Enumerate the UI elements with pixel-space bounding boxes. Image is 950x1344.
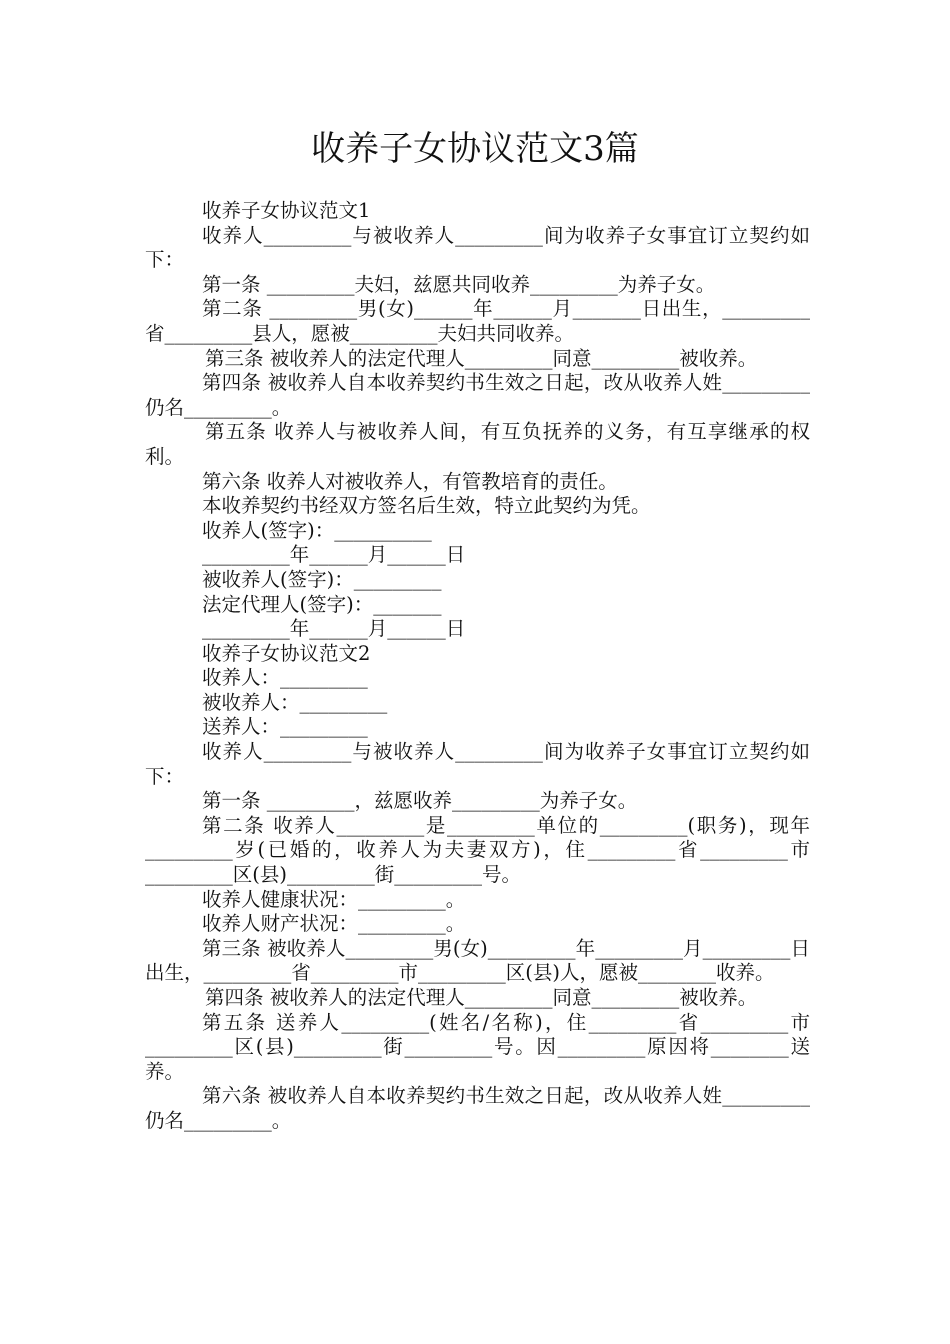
signature-line: 被收养人(签字)：_________ <box>202 567 442 591</box>
paragraph: 被收养人：_________ <box>202 690 388 714</box>
paragraph: 第二条 收养人_________是_________单位的_________(职务)，现年_________岁(已婚的，收养人为夫妻双方)，住_________省_________市_________区(县)_________街_________号。 <box>145 813 810 887</box>
section-heading: 收养子女协议范文2 <box>202 641 371 665</box>
paragraph: 第三条 被收养人的法定代理人_________同意_________被收养。 <box>205 346 758 370</box>
document-body <box>145 199 810 1134</box>
paragraph: 第四条 被收养人自本收养契约书生效之日起，改从收养人姓_________仍名_________。 <box>145 371 810 419</box>
paragraph: 送养人：_________ <box>202 715 368 739</box>
paragraph: 收养人_________与被收养人_________间为收养子女事宜订立契约如下： <box>145 740 810 788</box>
paragraph: 第五条 收养人与被收养人间，有互负抚养的义务，有互享继承的权利。 <box>145 420 810 468</box>
date-line: _________年______月______日 <box>202 543 466 567</box>
paragraph: 第五条 送养人_________(姓名/名称)，住_________省_________市_________区(县)_________街_________号。因_________原因将________送养。 <box>145 1010 810 1083</box>
signature-line: 法定代理人(签字)：_______ <box>202 592 442 616</box>
date-line: _________年______月______日 <box>202 617 466 641</box>
paragraph: 第六条 收养人对被收养人，有管教培育的责任。 <box>202 469 618 493</box>
signature-line: 收养人(签字)：__________ <box>202 518 432 542</box>
paragraph: 收养人：_________ <box>202 666 368 690</box>
paragraph: 本收养契约书经双方签名后生效，特立此契约为凭。 <box>202 494 651 518</box>
paragraph: 收养人财产状况：_________。 <box>202 912 466 936</box>
paragraph: 第三条 被收养人_________男(女)_________年_________月_________日出生，_________省_________市_________区(县)人，愿被________收养。 <box>145 936 810 985</box>
paragraph: 收养子女协议范文1 <box>202 199 371 222</box>
paragraph: 第四条 被收养人的法定代理人_________同意_________被收养。 <box>205 986 758 1009</box>
paragraph: 第二条 _________男(女)______年______月_______日出生，_________省_________县人，愿被_________夫妇共同收养。 <box>145 297 810 345</box>
paragraph: 第六条 被收养人自本收养契约书生效之日起，改从收养人姓_________仍名_________。 <box>145 1084 810 1132</box>
paragraph: 收养人_________与被收养人_________间为收养子女事宜订立契约如下： <box>145 223 810 272</box>
paragraph: 第一条 _________，兹愿收养_________为养子女。 <box>202 789 638 813</box>
paragraph: 收养人健康状况：_________。 <box>202 887 466 911</box>
document-title: 收养子女协议范文3篇 <box>311 129 639 169</box>
paragraph: 第一条 _________夫妇，兹愿共同收养_________为养子女。 <box>202 272 716 296</box>
